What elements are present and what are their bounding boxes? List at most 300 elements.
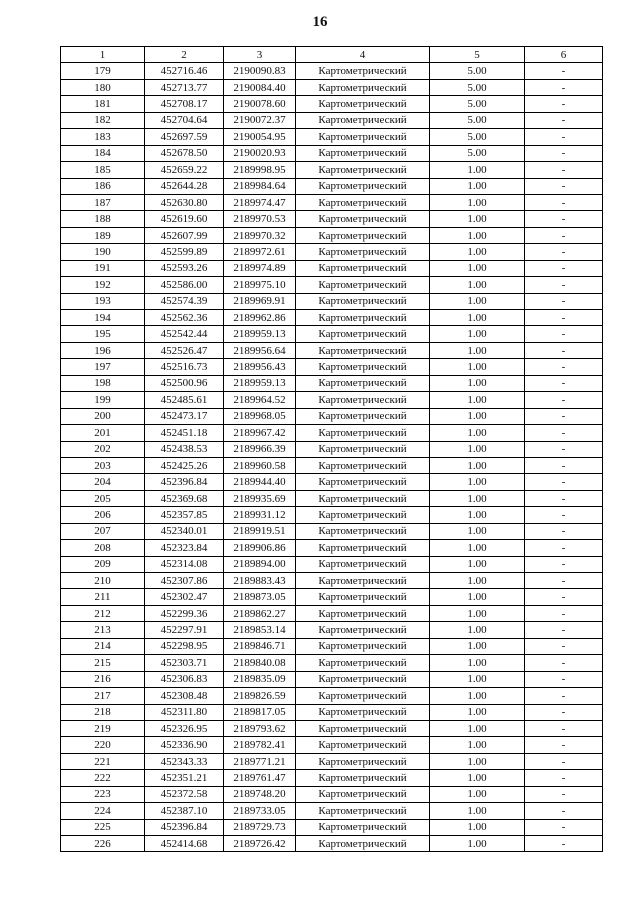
note-cell: - [525,112,603,128]
accuracy-cell: 1.00 [430,293,525,309]
point-number-cell: 193 [61,293,145,309]
point-number-cell: 199 [61,392,145,408]
point-number-cell: 198 [61,375,145,391]
y-coordinate-cell: 2189919.51 [224,523,296,539]
point-number-cell: 210 [61,573,145,589]
table-row [61,474,603,490]
x-coordinate-cell: 452298.95 [145,638,224,654]
header-cell: 1 [61,47,145,63]
accuracy-cell: 1.00 [430,178,525,194]
accuracy-cell: 1.00 [430,523,525,539]
table-row [61,112,603,128]
x-coordinate-cell: 452297.91 [145,622,224,638]
y-coordinate-cell: 2189873.05 [224,589,296,605]
table-row [61,227,603,243]
table-row [61,803,603,819]
accuracy-cell: 1.00 [430,474,525,490]
point-number-cell: 191 [61,260,145,276]
y-coordinate-cell: 2189967.42 [224,425,296,441]
x-coordinate-cell: 452438.53 [145,441,224,457]
point-number-cell: 196 [61,342,145,358]
x-coordinate-cell: 452708.17 [145,96,224,112]
accuracy-cell: 1.00 [430,260,525,276]
table-row [61,129,603,145]
note-cell: - [525,737,603,753]
table-row [61,753,603,769]
y-coordinate-cell: 2190084.40 [224,79,296,95]
point-number-cell: 225 [61,819,145,835]
table-row [61,605,603,621]
x-coordinate-cell: 452526.47 [145,342,224,358]
point-number-cell: 185 [61,162,145,178]
note-cell: - [525,638,603,654]
note-cell: - [525,507,603,523]
x-coordinate-cell: 452697.59 [145,129,224,145]
x-coordinate-cell: 452303.71 [145,655,224,671]
note-cell: - [525,441,603,457]
method-cell: Картометрический [296,786,430,802]
point-number-cell: 183 [61,129,145,145]
accuracy-cell: 1.00 [430,770,525,786]
y-coordinate-cell: 2189970.53 [224,211,296,227]
point-number-cell: 211 [61,589,145,605]
page-number: 16 [312,14,328,30]
method-cell: Картометрический [296,359,430,375]
note-cell: - [525,803,603,819]
y-coordinate-cell: 2189761.47 [224,770,296,786]
accuracy-cell: 1.00 [430,310,525,326]
y-coordinate-cell: 2189972.61 [224,244,296,260]
y-coordinate-cell: 2189846.71 [224,638,296,654]
method-cell: Картометрический [296,474,430,490]
accuracy-cell: 1.00 [430,573,525,589]
method-cell: Картометрический [296,507,430,523]
y-coordinate-cell: 2189853.14 [224,622,296,638]
point-number-cell: 180 [61,79,145,95]
note-cell: - [525,211,603,227]
x-coordinate-cell: 452630.80 [145,194,224,210]
x-coordinate-cell: 452336.90 [145,737,224,753]
note-cell: - [525,770,603,786]
method-cell: Картометрический [296,310,430,326]
accuracy-cell: 1.00 [430,490,525,506]
x-coordinate-cell: 452451.18 [145,425,224,441]
method-cell: Картометрический [296,737,430,753]
method-cell: Картометрический [296,704,430,720]
note-cell: - [525,129,603,145]
accuracy-cell: 1.00 [430,622,525,638]
note-cell: - [525,786,603,802]
point-number-cell: 192 [61,277,145,293]
table-row [61,211,603,227]
point-number-cell: 195 [61,326,145,342]
accuracy-cell: 1.00 [430,441,525,457]
note-cell: - [525,589,603,605]
point-number-cell: 214 [61,638,145,654]
accuracy-cell: 1.00 [430,408,525,424]
note-cell: - [525,605,603,621]
x-coordinate-cell: 452485.61 [145,392,224,408]
point-number-cell: 226 [61,836,145,852]
note-cell: - [525,63,603,79]
table-row [61,63,603,79]
note-cell: - [525,293,603,309]
method-cell: Картометрический [296,688,430,704]
table-row [61,457,603,473]
accuracy-cell: 1.00 [430,244,525,260]
coordinates-table [60,46,603,852]
x-coordinate-cell: 452704.64 [145,112,224,128]
y-coordinate-cell: 2189883.43 [224,573,296,589]
table-row [61,392,603,408]
accuracy-cell: 1.00 [430,277,525,293]
point-number-cell: 181 [61,96,145,112]
x-coordinate-cell: 452574.39 [145,293,224,309]
table-row [61,79,603,95]
x-coordinate-cell: 452396.84 [145,819,224,835]
accuracy-cell: 5.00 [430,63,525,79]
point-number-cell: 223 [61,786,145,802]
y-coordinate-cell: 2189960.58 [224,457,296,473]
y-coordinate-cell: 2189935.69 [224,490,296,506]
method-cell: Картометрический [296,573,430,589]
note-cell: - [525,162,603,178]
y-coordinate-cell: 2189840.08 [224,655,296,671]
table-row [61,622,603,638]
x-coordinate-cell: 452516.73 [145,359,224,375]
table-row [61,96,603,112]
method-cell: Картометрический [296,112,430,128]
point-number-cell: 222 [61,770,145,786]
method-cell: Картометрический [296,425,430,441]
table-row [61,342,603,358]
y-coordinate-cell: 2189969.91 [224,293,296,309]
table-row [61,540,603,556]
note-cell: - [525,244,603,260]
x-coordinate-cell: 452593.26 [145,260,224,276]
table-row [61,293,603,309]
note-cell: - [525,540,603,556]
accuracy-cell: 1.00 [430,655,525,671]
x-coordinate-cell: 452659.22 [145,162,224,178]
y-coordinate-cell: 2189964.52 [224,392,296,408]
table-row [61,671,603,687]
table-row [61,162,603,178]
table-row [61,638,603,654]
x-coordinate-cell: 452473.17 [145,408,224,424]
table-row [61,704,603,720]
x-coordinate-cell: 452343.33 [145,753,224,769]
y-coordinate-cell: 2189956.64 [224,342,296,358]
y-coordinate-cell: 2189974.47 [224,194,296,210]
table-row [61,310,603,326]
header-cell: 6 [525,47,603,63]
method-cell: Картометрический [296,622,430,638]
accuracy-cell: 1.00 [430,737,525,753]
note-cell: - [525,671,603,687]
note-cell: - [525,836,603,852]
table-row [61,688,603,704]
accuracy-cell: 1.00 [430,688,525,704]
y-coordinate-cell: 2189998.95 [224,162,296,178]
y-coordinate-cell: 2189729.73 [224,819,296,835]
note-cell: - [525,556,603,572]
note-cell: - [525,720,603,736]
table-row [61,194,603,210]
method-cell: Картометрический [296,392,430,408]
method-cell: Картометрический [296,244,430,260]
accuracy-cell: 1.00 [430,211,525,227]
accuracy-cell: 1.00 [430,342,525,358]
note-cell: - [525,178,603,194]
note-cell: - [525,819,603,835]
method-cell: Картометрический [296,490,430,506]
point-number-cell: 220 [61,737,145,753]
note-cell: - [525,490,603,506]
x-coordinate-cell: 452311.80 [145,704,224,720]
table-body [61,63,603,852]
method-cell: Картометрический [296,145,430,161]
y-coordinate-cell: 2189748.20 [224,786,296,802]
method-cell: Картометрический [296,819,430,835]
method-cell: Картометрический [296,770,430,786]
accuracy-cell: 5.00 [430,79,525,95]
note-cell: - [525,326,603,342]
point-number-cell: 209 [61,556,145,572]
table-row [61,359,603,375]
note-cell: - [525,655,603,671]
method-cell: Картометрический [296,293,430,309]
accuracy-cell: 1.00 [430,589,525,605]
table-row [61,326,603,342]
method-cell: Картометрический [296,638,430,654]
point-number-cell: 219 [61,720,145,736]
x-coordinate-cell: 452678.50 [145,145,224,161]
note-cell: - [525,260,603,276]
point-number-cell: 221 [61,753,145,769]
y-coordinate-cell: 2189817.05 [224,704,296,720]
table-row [61,507,603,523]
table-row [61,737,603,753]
accuracy-cell: 1.00 [430,720,525,736]
method-cell: Картометрический [296,540,430,556]
point-number-cell: 203 [61,457,145,473]
y-coordinate-cell: 2189862.27 [224,605,296,621]
accuracy-cell: 1.00 [430,507,525,523]
point-number-cell: 187 [61,194,145,210]
method-cell: Картометрический [296,441,430,457]
y-coordinate-cell: 2190054.95 [224,129,296,145]
accuracy-cell: 1.00 [430,605,525,621]
note-cell: - [525,408,603,424]
y-coordinate-cell: 2189956.43 [224,359,296,375]
note-cell: - [525,474,603,490]
method-cell: Картометрический [296,227,430,243]
x-coordinate-cell: 452340.01 [145,523,224,539]
y-coordinate-cell: 2189959.13 [224,326,296,342]
header-cell: 2 [145,47,224,63]
x-coordinate-cell: 452299.36 [145,605,224,621]
note-cell: - [525,342,603,358]
method-cell: Картометрический [296,79,430,95]
accuracy-cell: 5.00 [430,129,525,145]
point-number-cell: 182 [61,112,145,128]
method-cell: Картометрический [296,605,430,621]
point-number-cell: 206 [61,507,145,523]
point-number-cell: 188 [61,211,145,227]
note-cell: - [525,227,603,243]
x-coordinate-cell: 452599.89 [145,244,224,260]
table-row [61,655,603,671]
method-cell: Картометрический [296,523,430,539]
table-row [61,375,603,391]
x-coordinate-cell: 452500.96 [145,375,224,391]
table-row [61,770,603,786]
point-number-cell: 224 [61,803,145,819]
table-row [61,556,603,572]
y-coordinate-cell: 2189959.13 [224,375,296,391]
y-coordinate-cell: 2189975.10 [224,277,296,293]
table-row [61,573,603,589]
point-number-cell: 205 [61,490,145,506]
y-coordinate-cell: 2189966.39 [224,441,296,457]
point-number-cell: 208 [61,540,145,556]
accuracy-cell: 1.00 [430,704,525,720]
point-number-cell: 217 [61,688,145,704]
accuracy-cell: 5.00 [430,112,525,128]
x-coordinate-cell: 452586.00 [145,277,224,293]
method-cell: Картометрический [296,326,430,342]
x-coordinate-cell: 452619.60 [145,211,224,227]
note-cell: - [525,145,603,161]
y-coordinate-cell: 2189968.05 [224,408,296,424]
table-row [61,720,603,736]
accuracy-cell: 1.00 [430,753,525,769]
y-coordinate-cell: 2189726.42 [224,836,296,852]
accuracy-cell: 1.00 [430,540,525,556]
method-cell: Картометрический [296,753,430,769]
accuracy-cell: 1.00 [430,194,525,210]
y-coordinate-cell: 2190078.60 [224,96,296,112]
method-cell: Картометрический [296,260,430,276]
method-cell: Картометрический [296,194,430,210]
method-cell: Картометрический [296,129,430,145]
table-row [61,490,603,506]
method-cell: Картометрический [296,655,430,671]
method-cell: Картометрический [296,457,430,473]
header-cell: 4 [296,47,430,63]
point-number-cell: 194 [61,310,145,326]
method-cell: Картометрический [296,178,430,194]
y-coordinate-cell: 2189984.64 [224,178,296,194]
method-cell: Картометрический [296,720,430,736]
note-cell: - [525,688,603,704]
accuracy-cell: 5.00 [430,145,525,161]
method-cell: Картометрический [296,162,430,178]
x-coordinate-cell: 452372.58 [145,786,224,802]
method-cell: Картометрический [296,836,430,852]
note-cell: - [525,310,603,326]
accuracy-cell: 1.00 [430,836,525,852]
point-number-cell: 186 [61,178,145,194]
point-number-cell: 218 [61,704,145,720]
accuracy-cell: 1.00 [430,326,525,342]
x-coordinate-cell: 452326.95 [145,720,224,736]
point-number-cell: 189 [61,227,145,243]
accuracy-cell: 1.00 [430,227,525,243]
point-number-cell: 190 [61,244,145,260]
x-coordinate-cell: 452414.68 [145,836,224,852]
method-cell: Картометрический [296,803,430,819]
note-cell: - [525,753,603,769]
accuracy-cell: 1.00 [430,819,525,835]
header-row [61,47,603,63]
note-cell: - [525,425,603,441]
table-row [61,244,603,260]
method-cell: Картометрический [296,671,430,687]
method-cell: Картометрический [296,408,430,424]
y-coordinate-cell: 2189733.05 [224,803,296,819]
accuracy-cell: 1.00 [430,803,525,819]
method-cell: Картометрический [296,63,430,79]
method-cell: Картометрический [296,277,430,293]
method-cell: Картометрический [296,589,430,605]
y-coordinate-cell: 2189782.41 [224,737,296,753]
note-cell: - [525,375,603,391]
x-coordinate-cell: 452323.84 [145,540,224,556]
point-number-cell: 201 [61,425,145,441]
y-coordinate-cell: 2189826.59 [224,688,296,704]
point-number-cell: 200 [61,408,145,424]
accuracy-cell: 1.00 [430,425,525,441]
x-coordinate-cell: 452562.36 [145,310,224,326]
x-coordinate-cell: 452306.83 [145,671,224,687]
x-coordinate-cell: 452607.99 [145,227,224,243]
accuracy-cell: 1.00 [430,638,525,654]
x-coordinate-cell: 452369.68 [145,490,224,506]
y-coordinate-cell: 2189944.40 [224,474,296,490]
y-coordinate-cell: 2189835.09 [224,671,296,687]
point-number-cell: 197 [61,359,145,375]
table-row [61,819,603,835]
point-number-cell: 202 [61,441,145,457]
table-row [61,441,603,457]
y-coordinate-cell: 2189974.89 [224,260,296,276]
y-coordinate-cell: 2189906.86 [224,540,296,556]
table-row [61,786,603,802]
note-cell: - [525,573,603,589]
x-coordinate-cell: 452396.84 [145,474,224,490]
note-cell: - [525,359,603,375]
point-number-cell: 212 [61,605,145,621]
table-row [61,836,603,852]
note-cell: - [525,79,603,95]
accuracy-cell: 1.00 [430,375,525,391]
note-cell: - [525,96,603,112]
x-coordinate-cell: 452387.10 [145,803,224,819]
x-coordinate-cell: 452314.08 [145,556,224,572]
y-coordinate-cell: 2190072.37 [224,112,296,128]
point-number-cell: 179 [61,63,145,79]
x-coordinate-cell: 452644.28 [145,178,224,194]
y-coordinate-cell: 2190020.93 [224,145,296,161]
note-cell: - [525,457,603,473]
x-coordinate-cell: 452716.46 [145,63,224,79]
accuracy-cell: 1.00 [430,556,525,572]
x-coordinate-cell: 452302.47 [145,589,224,605]
table-row [61,523,603,539]
header-cell: 3 [224,47,296,63]
